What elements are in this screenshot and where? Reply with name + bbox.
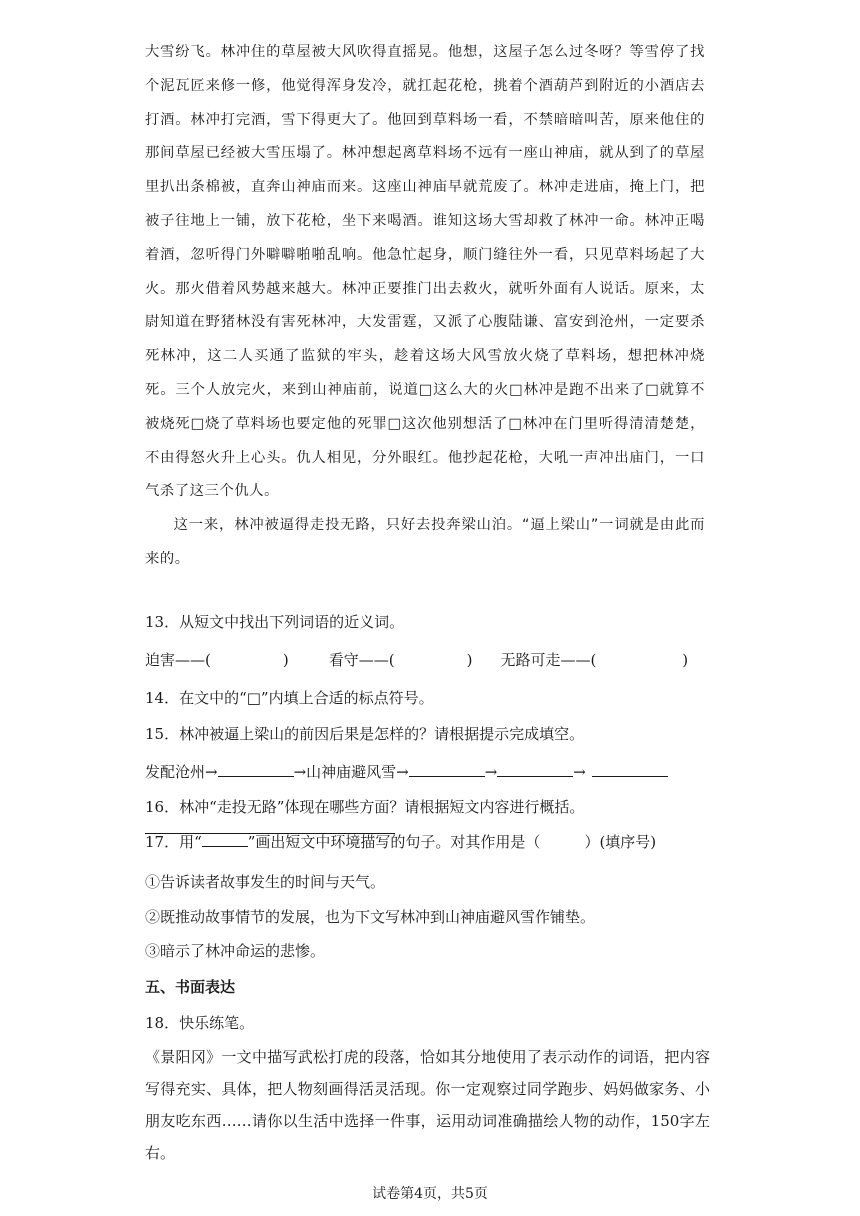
underline-sample — [202, 832, 248, 847]
question-15-chain: 发配沧州→ →山神庙避风雪→ → → — [145, 762, 725, 782]
passage-paragraph-2: 这一来，林冲被逼得走投无路，只好去投奔梁山泊。“逼上梁山”一词就是由此而来的。 — [145, 517, 705, 567]
answer-blank[interactable] — [592, 762, 668, 777]
question-16: 16．林冲“走投无路”体现在哪些方面？请根据短文内容进行概括。 — [145, 798, 585, 816]
synonym-item-2: 看守——( — [328, 651, 395, 669]
option-2: ②既推动故事情节的发展，也为下文写林冲到山神庙避风雪作铺垫。 — [145, 908, 596, 926]
page-footer: 试卷第4页，共5页 — [372, 1186, 488, 1202]
option-3: ③暗示了林冲命运的悲惨。 — [145, 942, 326, 960]
question-13-items: 迫害——( ) 看守——( ) 无路可走——( ) — [145, 651, 689, 669]
question-17: 17．用“ ”画出短文中环境描写的句子。对其作用是（ ）(填序号) — [145, 833, 657, 851]
question-18: 18．快乐练笔。 — [145, 1014, 255, 1032]
answer-blank[interactable] — [497, 762, 573, 777]
passage-paragraph-1: 大雪纷飞。林冲住的草屋被大风吹得直摇晃。他想，这屋子怎么过冬呀？等雪停了找个泥瓦匠来修一修，他觉得浑身发冷，就扛起花枪，挑着个酒葫芦到附近的小酒店去打酒。林冲打完酒，雪下得更大了。他回到草料场一看，不禁暗暗叫苦，原来他住的那间草屋已经被大雪压塌了。林冲想起离草料场不远有一座山神庙，就从到了的草屋里扒出条棉被，直奔山神庙而来。这座山神庙早就荒废了。林冲走进庙，掩上门，把被子往地上一铺，放下花枪，坐下来喝酒。谁知这场大雪却救了林冲一命。林冲正喝着酒，忽听得门外噼噼啪啪乱响。他急忙起身，顺门缝往外一看，只见草料场起了大火。那火借着风势越来越大。林冲正要推门出去救火，就听外面有人说话。原来，太尉知道在野猪林没有害死林冲，大发雷霆，又派了心腹陆谦、富安到沧州，一定要杀死林冲，这二人买通了监狱的牢头，趁着这场大风雪放火烧了草料场，想把林冲烧死。三个人放完火，来到山神庙前，说道□这么大的火□林冲是跑不出来了□就算不被烧死□烧了草料场也要定他的死罪□这次他别想活了□林冲在门里听得清清楚楚，不由得怒火升上心头。仇人相见，分外眼红。他抄起花枪，大吼一声冲出庙门，一口气杀了这三个仇人。 — [145, 44, 705, 500]
answer-blank[interactable] — [409, 762, 485, 777]
question-15: 15．林冲被逼上梁山的前因后果是怎样的？请根据提示完成填空。 — [145, 725, 585, 743]
synonym-item-3: 无路可走——( — [500, 651, 597, 669]
option-1: ①告诉读者故事发生的时间与天气。 — [145, 873, 386, 891]
writing-prompt: 《景阳冈》一文中描写武松打虎的段落，恰如其分地使用了表示动作的词语，把内容写得充实、具体，把人物刻画得活灵活现。你一定观察过同学跑步、妈妈做家务、小朋友吃东西……请你以生活中选择一件事，运用动词准确描绘人物的动作，150字左右。 — [145, 1048, 710, 1162]
answer-blank[interactable] — [218, 762, 294, 777]
reading-passage — [145, 36, 705, 577]
question-13: 13．从短文中找出下列词语的近义词。 — [145, 613, 405, 631]
synonym-item-1: 迫害——( — [145, 651, 211, 669]
section-title: 五、书面表达 — [145, 978, 236, 996]
question-14: 14．在文中的“□”内填上合适的标点符号。 — [145, 689, 434, 707]
